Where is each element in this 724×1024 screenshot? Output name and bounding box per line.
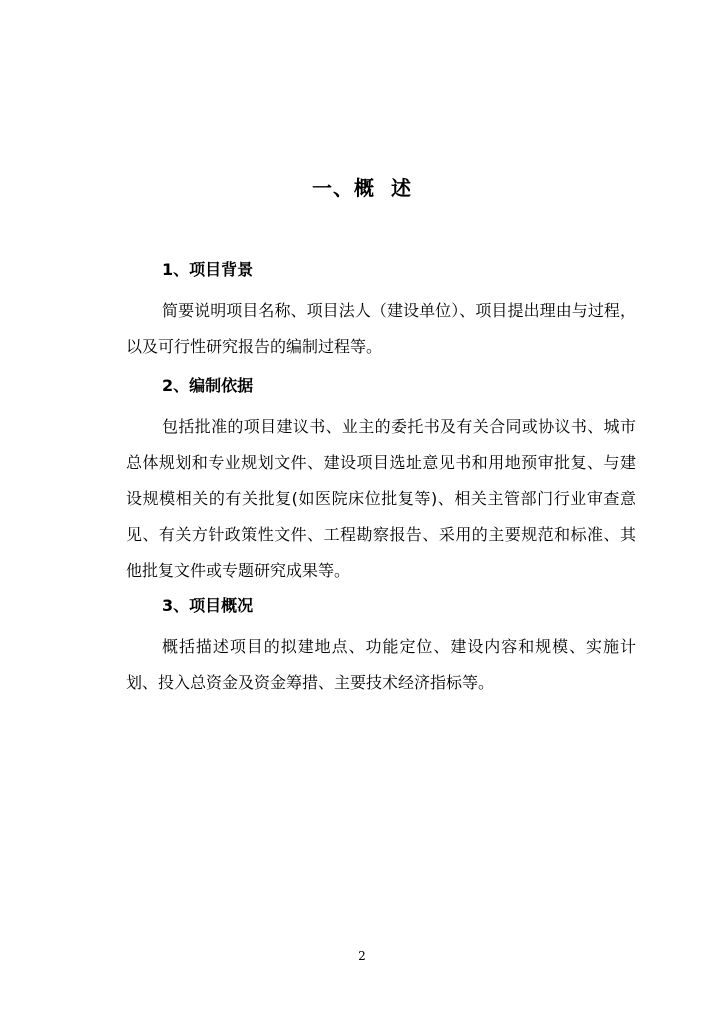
chapter-title-part2: 述: [391, 176, 412, 200]
section-heading-basis: 2、编制依据: [162, 376, 254, 395]
section-body-background: 简要说明项目名称、项目法人（建设单位）、项目提出理由与过程，以及可行性研究报告的编制过程等。: [126, 301, 636, 356]
section-heading-background: 1、项目背景: [162, 260, 254, 279]
chapter-title-part1: 一、概: [312, 176, 375, 200]
page-number: 2: [358, 949, 366, 963]
section-body-overview: 概括描述项目的拟建地点、功能定位、建设内容和规模、实施计划、投入总资金及资金筹措、主要技术经济指标等。: [126, 637, 636, 692]
section-body-basis: 包括批准的项目建议书、业主的委托书及有关合同或协议书、城市总体规划和专业规划文件、建设项目选址意见书和用地预审批复、与建设规模相关的有关批复(如医院床位批复等)、相关主管部门行业审查意见、有关方针政策性文件、工程勘察报告、采用的主要规范和标准、其他批复文件或专题研究成果等。: [126, 417, 636, 580]
section-heading-overview: 3、项目概况: [162, 596, 254, 615]
chapter-title: [0, 172, 724, 201]
